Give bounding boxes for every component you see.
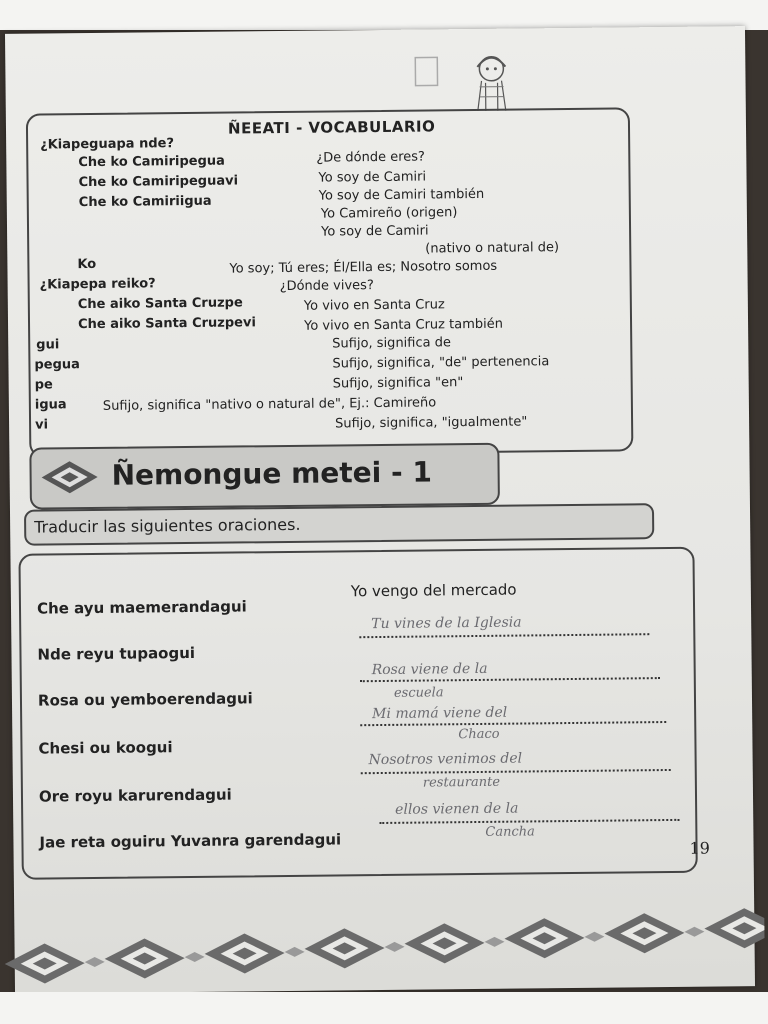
vocab-term: igua [34,397,67,413]
vocab-term: Che ko Camiriigua [78,193,212,211]
instruction-text: Traducir las siguientes oraciones. [34,514,301,537]
vocab-meaning: Yo soy; Tú eres; Él/Ella es; Nosotro somos [229,258,498,277]
exercise-title: Ñemongue metei - 1 [111,455,433,492]
handwritten-answer: ellos vienen de la [395,800,519,818]
vocab-term: ¿Kiapepa reiko? [39,276,156,293]
exercise-sentence: Ore royu karurendagui [38,785,232,806]
vocab-meaning: Sufijo, significa, "de" pertenencia [332,354,550,372]
handwritten-answer-continued: Cancha [485,824,535,840]
answer-line[interactable] [359,633,649,638]
vocabulary-box [26,107,634,457]
vocab-meaning: (nativo o natural de) [425,240,560,257]
vocab-meaning: Yo soy de Camiri [318,169,427,186]
vocab-meaning: Sufijo, significa "en" [332,375,464,392]
top-background [0,0,768,30]
vocab-meaning: ¿De dónde eres? [316,149,425,166]
vocab-meaning: Sufijo, significa de [332,335,452,352]
vocabulary-title: ÑEEATI - VOCABULARIO [227,117,436,138]
exercise-sentence: Che ayu maemerandagui [36,597,247,618]
doodle-drawing [463,47,520,114]
vocab-meaning: Yo vivo en Santa Cruz [303,297,445,314]
vocab-meaning: Yo Camireño (origen) [320,205,458,222]
exercise-sentence: Rosa ou yemboerendagui [37,689,253,710]
handwritten-answer: Tu vines de la Iglesia [371,614,522,633]
handwritten-answer: Rosa viene de la [371,660,488,679]
answer-line[interactable] [379,819,679,824]
vocab-term: Che aiko Santa Cruzpe [77,295,243,313]
handwritten-answer-continued: Chaco [458,726,500,743]
vocab-term: pe [34,377,53,393]
answer-line[interactable] [360,721,666,726]
page-number: 19 [689,838,711,858]
vocab-term: Che aiko Santa Cruzpevi [77,315,256,333]
answer-line[interactable] [361,769,671,774]
vocab-term: Ko [77,256,97,273]
vocab-meaning: ¿Dónde vives? [279,278,374,295]
exercise-box [18,547,697,880]
vocab-meaning: Sufijo, significa, "igualmente" [335,414,528,432]
vocab-term: gui [36,337,60,353]
vocab-meaning: Yo soy de Camiri [321,223,429,240]
handwritten-answer: Nosotros venimos del [368,750,523,769]
exercise-sentence: Jae reta oguiru Yuvanra garendagui [39,830,342,852]
vocab-meaning: Yo soy de Camiri también [318,186,485,204]
vocab-term: vi [35,417,49,433]
answer-line[interactable] [360,677,660,682]
exercise-banner [29,443,500,510]
handwritten-answer: Mi mamá viene del [372,704,508,723]
handwritten-answer-continued: restaurante [422,774,501,791]
diamond-pattern-icon [39,459,99,496]
vocab-term: ¿Kiapeguapa nde? [40,136,175,153]
vocab-term: Che ko Camiripeguavi [78,173,239,191]
vocab-term: pegua [34,357,81,373]
workbook-page [5,26,755,994]
sketch-icon [409,51,443,91]
handwritten-answer-continued: escuela [393,685,444,701]
model-answer: Yo vengo del mercado [350,580,517,601]
decorative-border-pattern [4,906,765,984]
instruction-bar [24,503,654,546]
exercise-sentence: Chesi ou koogui [38,738,173,758]
vocab-meaning: Sufijo, significa "nativo o natural de", Ej.: Camireño [102,395,437,414]
exercise-sentence: Nde reyu tupaogui [37,643,196,664]
vocab-term: Che ko Camiripegua [78,153,225,171]
vocab-meaning: Yo vivo en Santa Cruz también [303,316,503,334]
bottom-background [0,992,768,1024]
